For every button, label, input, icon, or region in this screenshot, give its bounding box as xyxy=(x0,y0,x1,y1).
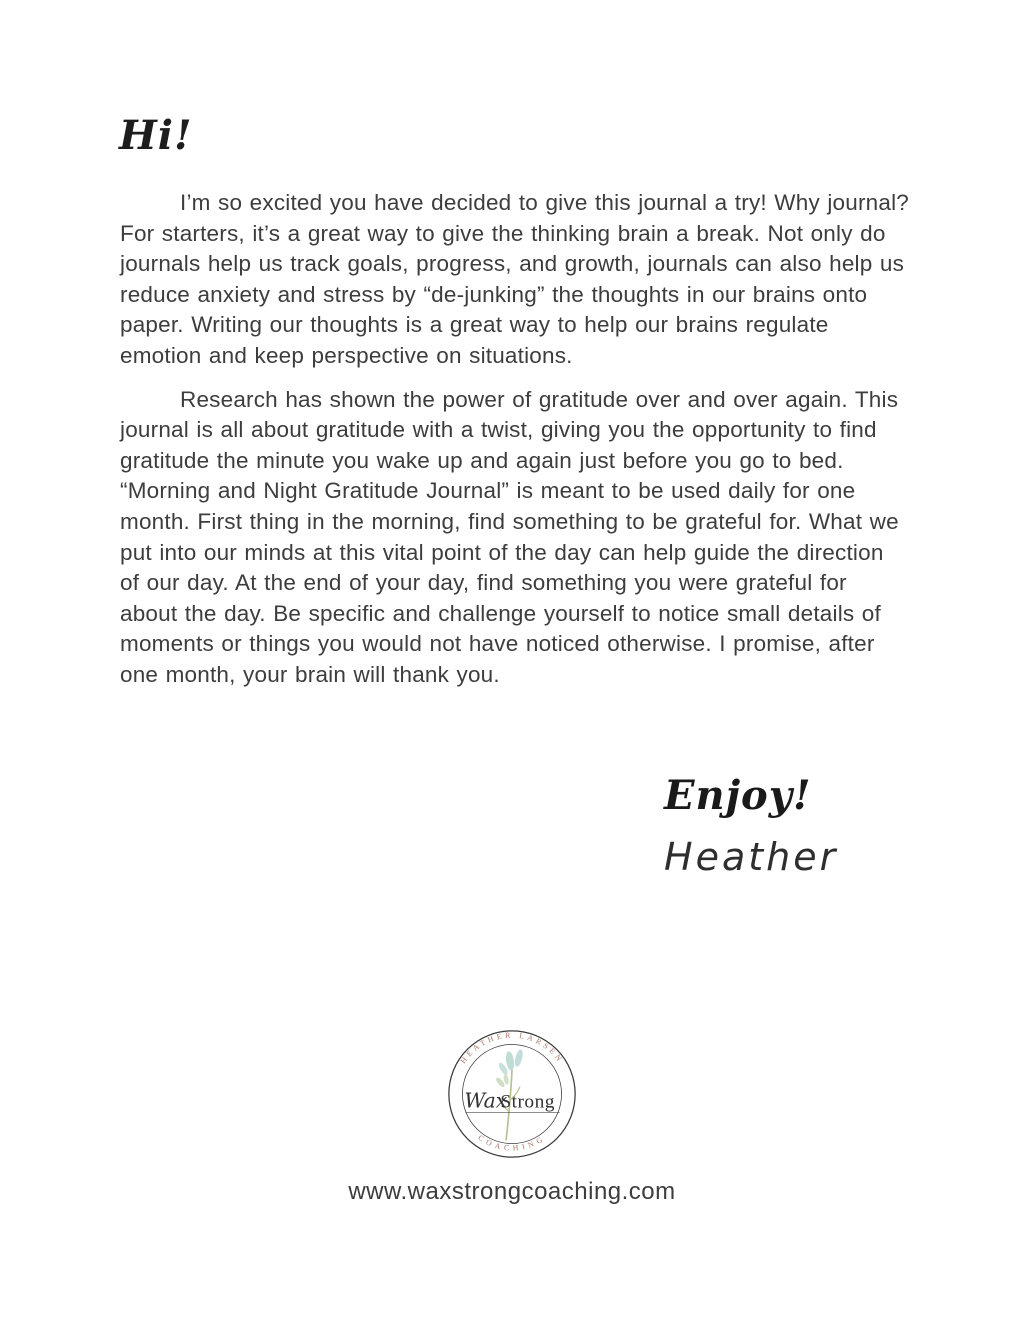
svg-text:COACHING xyxy=(476,1133,547,1153)
brand-logo xyxy=(444,1026,580,1162)
intro-paragraph-2: Research has shown the power of gratitude over and over again. This journal is all about gratitude with a twist, giving you the opportunity to find gratitude the minute you wake up and again just before you go to bed. “Morning and Night Gratitude Journal” is meant to be used daily for one month. First thing in the morning, find something to be grateful for. What we put into our minds at this vital point of the day can help guide the direction of our day. At the end of your day, find something you were grateful for about the day. Be specific and challenge yourself to notice small details of moments or things you would not have noticed otherwise. I promise, after one month, your brain will thank you. xyxy=(120,386,899,687)
flower-petal xyxy=(505,1051,515,1071)
signature-name: Heather xyxy=(664,835,839,879)
logo-arc-bottom-text: COACHING xyxy=(476,1132,548,1153)
logo-arc-top-text: HEATHER LARSEN xyxy=(458,1030,566,1066)
logo-wordmark-serif: Strong xyxy=(500,1091,556,1113)
greeting-text: Hi! xyxy=(119,112,193,159)
signoff-text: Enjoy! xyxy=(664,772,812,819)
flower-petal xyxy=(513,1049,524,1068)
intro-paragraph-1: I’m so excited you have decided to give this journal a try! Why journal? For starters, it’s a great way to give the thinking brain a break. Not only do journals help us track goals, progress, and growth, journals can also help us reduce anxiety and stress by “de-junking” the thoughts in our brains onto paper. Writing our thoughts is a great way to help our brains regulate emotion and keep perspective on situations. xyxy=(120,190,910,368)
signature-block xyxy=(664,772,838,879)
letter-body xyxy=(120,188,910,704)
website-url[interactable]: www.waxstrongcoaching.com xyxy=(348,1178,676,1205)
logo-wordmark-script: Wax xyxy=(464,1088,508,1113)
logo-badge-icon xyxy=(444,1026,580,1162)
